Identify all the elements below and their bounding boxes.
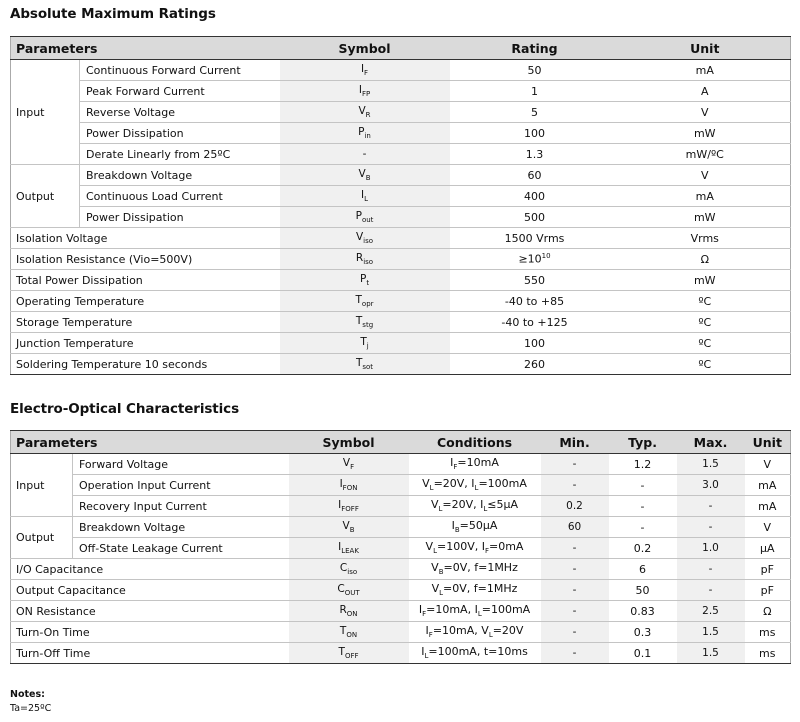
abs-max-table: [10, 36, 791, 375]
eo-unit: pF: [745, 559, 791, 580]
eo-param: Operation Input Current: [73, 475, 289, 496]
eo-max: -: [677, 496, 745, 517]
eo-header-parameters: Parameters: [11, 431, 289, 454]
eo-row: [11, 475, 791, 496]
abs-symbol: $I_L$: [280, 186, 450, 207]
eo-conditions: $I_B=50\mu A$: [409, 517, 541, 538]
abs-unit: mW: [620, 270, 791, 291]
eo-max: 2.5: [677, 601, 745, 622]
eo-param: I/O Capacitance: [11, 559, 289, 580]
abs-row: [11, 333, 791, 354]
abs-symbol: $T_{sot}$: [280, 354, 450, 375]
eo-header-row: [11, 431, 791, 454]
eo-max: -: [677, 559, 745, 580]
eo-row: [11, 643, 791, 664]
eo-typ: 0.83: [609, 601, 677, 622]
abs-body: [11, 60, 791, 375]
abs-symbol: $T_{stg}$: [280, 312, 450, 333]
eo-param: ON Resistance: [11, 601, 289, 622]
abs-unit: ºC: [620, 333, 791, 354]
eo-row: [11, 580, 791, 601]
abs-symbol: $T_j$: [280, 333, 450, 354]
abs-row: [11, 123, 791, 144]
abs-rating: 50: [450, 60, 620, 81]
eo-min: -: [541, 580, 609, 601]
eo-row: [11, 622, 791, 643]
abs-param: Operating Temperature: [11, 291, 280, 312]
eo-min: -: [541, 622, 609, 643]
eo-typ: -: [609, 475, 677, 496]
abs-param: Junction Temperature: [11, 333, 280, 354]
eo-header-unit: Unit: [745, 431, 791, 454]
eo-max: -: [677, 517, 745, 538]
eo-typ: 0.3: [609, 622, 677, 643]
abs-header-row: [11, 37, 791, 60]
eo-param: Turn-On Time: [11, 622, 289, 643]
abs-rating: 500: [450, 207, 620, 228]
eo-table: [10, 430, 791, 664]
eo-conditions: $I_L=100mA$, t=10ms: [409, 643, 541, 664]
eo-conditions: $I_F=10mA$: [409, 454, 541, 475]
eo-param: Turn-Off Time: [11, 643, 289, 664]
abs-unit: mW/ºC: [620, 144, 791, 165]
eo-symbol: $I_{FOFF}$: [289, 496, 409, 517]
eo-row: [11, 496, 791, 517]
abs-param: Reverse Voltage: [80, 102, 280, 123]
abs-param: Continuous Forward Current: [80, 60, 280, 81]
eo-param: Recovery Input Current: [73, 496, 289, 517]
eo-symbol: $V_F$: [289, 454, 409, 475]
eo-typ: 50: [609, 580, 677, 601]
abs-unit: V: [620, 102, 791, 123]
eo-header-symbol: Symbol: [289, 431, 409, 454]
abs-unit: mW: [620, 123, 791, 144]
abs-unit: mW: [620, 207, 791, 228]
abs-row: [11, 249, 791, 270]
eo-conditions: $V_L=0V$, f=1MHz: [409, 580, 541, 601]
eo-min: 60: [541, 517, 609, 538]
abs-symbol: $V_B$: [280, 165, 450, 186]
eo-min: -: [541, 559, 609, 580]
abs-rating: -40 to +125: [450, 312, 620, 333]
eo-conditions: $V_L=20V$, $I_L\le 5\mu A$: [409, 496, 541, 517]
eo-symbol: $V_B$: [289, 517, 409, 538]
eo-conditions: $V_L=20V$, $I_L=100mA$: [409, 475, 541, 496]
abs-unit: Ω: [620, 249, 791, 270]
eo-typ: -: [609, 496, 677, 517]
eo-min: 0.2: [541, 496, 609, 517]
eo-unit: ms: [745, 622, 791, 643]
abs-rating: 260: [450, 354, 620, 375]
abs-rating: 400: [450, 186, 620, 207]
eo-min: -: [541, 475, 609, 496]
eo-row: [11, 559, 791, 580]
abs-param: Storage Temperature: [11, 312, 280, 333]
eo-typ: 0.2: [609, 538, 677, 559]
eo-unit: V: [745, 454, 791, 475]
eo-title: Electro-Optical Characteristics: [10, 401, 240, 417]
abs-row: [11, 228, 791, 249]
eo-min: -: [541, 601, 609, 622]
eo-param: Output Capacitance: [11, 580, 289, 601]
eo-conditions: $V_B=0V$, f=1MHz: [409, 559, 541, 580]
eo-param: Off-State Leakage Current: [73, 538, 289, 559]
eo-conditions: $I_F=10mA$, $V_L=20V$: [409, 622, 541, 643]
eo-min: -: [541, 538, 609, 559]
abs-symbol: $P_t$: [280, 270, 450, 291]
eo-symbol: $C_{iso}$: [289, 559, 409, 580]
abs-row: [11, 144, 791, 165]
eo-group-input: Input: [11, 454, 73, 517]
abs-header-symbol: Symbol: [280, 37, 450, 60]
abs-param: Continuous Load Current: [80, 186, 280, 207]
abs-row: [11, 291, 791, 312]
eo-unit: mA: [745, 496, 791, 517]
eo-group-output: Output: [11, 517, 73, 559]
eo-symbol: $I_{FON}$: [289, 475, 409, 496]
abs-header-unit: Unit: [620, 37, 791, 60]
notes-label: Notes:: [10, 689, 45, 700]
eo-typ: 6: [609, 559, 677, 580]
abs-symbol: $V_{iso}$: [280, 228, 450, 249]
abs-param: Power Dissipation: [80, 207, 280, 228]
abs-symbol: $T_{opr}$: [280, 291, 450, 312]
abs-rating: 100: [450, 333, 620, 354]
eo-typ: 0.1: [609, 643, 677, 664]
eo-symbol: $I_{LEAK}$: [289, 538, 409, 559]
abs-param: Power Dissipation: [80, 123, 280, 144]
abs-param: Peak Forward Current: [80, 81, 280, 102]
eo-max: 1.5: [677, 643, 745, 664]
eo-param: Breakdown Voltage: [73, 517, 289, 538]
abs-symbol: $I_F$: [280, 60, 450, 81]
notes: [10, 688, 51, 716]
abs-param: Isolation Voltage: [11, 228, 280, 249]
abs-symbol: $P_{in}$: [280, 123, 450, 144]
abs-symbol: $V_R$: [280, 102, 450, 123]
eo-unit: µA: [745, 538, 791, 559]
abs-param: Soldering Temperature 10 seconds: [11, 354, 280, 375]
abs-row: [11, 60, 791, 81]
abs-param: Breakdown Voltage: [80, 165, 280, 186]
eo-row: [11, 538, 791, 559]
abs-rating: 1: [450, 81, 620, 102]
abs-row: [11, 165, 791, 186]
abs-row: [11, 102, 791, 123]
abs-header-parameters: Parameters: [11, 37, 280, 60]
abs-param: Total Power Dissipation: [11, 270, 280, 291]
abs-row: [11, 186, 791, 207]
abs-unit: mA: [620, 186, 791, 207]
abs-param: Isolation Resistance (Vio=500V): [11, 249, 280, 270]
abs-unit: A: [620, 81, 791, 102]
eo-max: 1.5: [677, 454, 745, 475]
abs-rating: 5: [450, 102, 620, 123]
eo-param: Forward Voltage: [73, 454, 289, 475]
abs-rating: 60: [450, 165, 620, 186]
eo-row: [11, 517, 791, 538]
eo-symbol: $T_{ON}$: [289, 622, 409, 643]
abs-rating: $\ge 10^{10}$: [450, 249, 620, 270]
abs-unit: V: [620, 165, 791, 186]
eo-typ: 1.2: [609, 454, 677, 475]
abs-unit: ºC: [620, 291, 791, 312]
abs-unit: ºC: [620, 312, 791, 333]
abs-row: [11, 81, 791, 102]
eo-header-max: Max.: [677, 431, 745, 454]
notes-text: Ta=25ºC: [10, 703, 52, 714]
eo-row: [11, 601, 791, 622]
eo-unit: pF: [745, 580, 791, 601]
eo-symbol: $R_{ON}$: [289, 601, 409, 622]
eo-header-typ: Typ.: [609, 431, 677, 454]
abs-rating: 1.3: [450, 144, 620, 165]
abs-symbol: $P_{out}$: [280, 207, 450, 228]
abs-param: Derate Linearly from 25ºC: [80, 144, 280, 165]
eo-max: 1.0: [677, 538, 745, 559]
abs-row: [11, 207, 791, 228]
eo-unit: V: [745, 517, 791, 538]
abs-unit: Vrms: [620, 228, 791, 249]
abs-max-title: Absolute Maximum Ratings: [10, 6, 216, 22]
eo-max: 1.5: [677, 622, 745, 643]
eo-conditions: $V_L=100V$, $I_F=0mA$: [409, 538, 541, 559]
eo-symbol: $C_{OUT}$: [289, 580, 409, 601]
eo-unit: Ω: [745, 601, 791, 622]
eo-unit: ms: [745, 643, 791, 664]
abs-rating: 100: [450, 123, 620, 144]
abs-symbol: $I_{FP}$: [280, 81, 450, 102]
abs-row: [11, 312, 791, 333]
eo-min: -: [541, 643, 609, 664]
eo-min: -: [541, 454, 609, 475]
eo-conditions: $I_F=10mA$, $I_L=100mA$: [409, 601, 541, 622]
abs-symbol: $R_{iso}$: [280, 249, 450, 270]
eo-max: 3.0: [677, 475, 745, 496]
abs-group-output: Output: [11, 165, 80, 228]
abs-rating: 550: [450, 270, 620, 291]
abs-unit: ºC: [620, 354, 791, 375]
eo-symbol: $T_{OFF}$: [289, 643, 409, 664]
abs-symbol: -: [280, 144, 450, 165]
eo-row: [11, 454, 791, 475]
eo-typ: -: [609, 517, 677, 538]
abs-row: [11, 354, 791, 375]
eo-unit: mA: [745, 475, 791, 496]
abs-rating: -40 to +85: [450, 291, 620, 312]
eo-body: [11, 454, 791, 664]
abs-row: [11, 270, 791, 291]
abs-header-rating: Rating: [450, 37, 620, 60]
abs-unit: mA: [620, 60, 791, 81]
eo-header-conditions: Conditions: [409, 431, 541, 454]
abs-group-input: Input: [11, 60, 80, 165]
abs-rating: 1500 Vrms: [450, 228, 620, 249]
eo-max: -: [677, 580, 745, 601]
eo-header-min: Min.: [541, 431, 609, 454]
